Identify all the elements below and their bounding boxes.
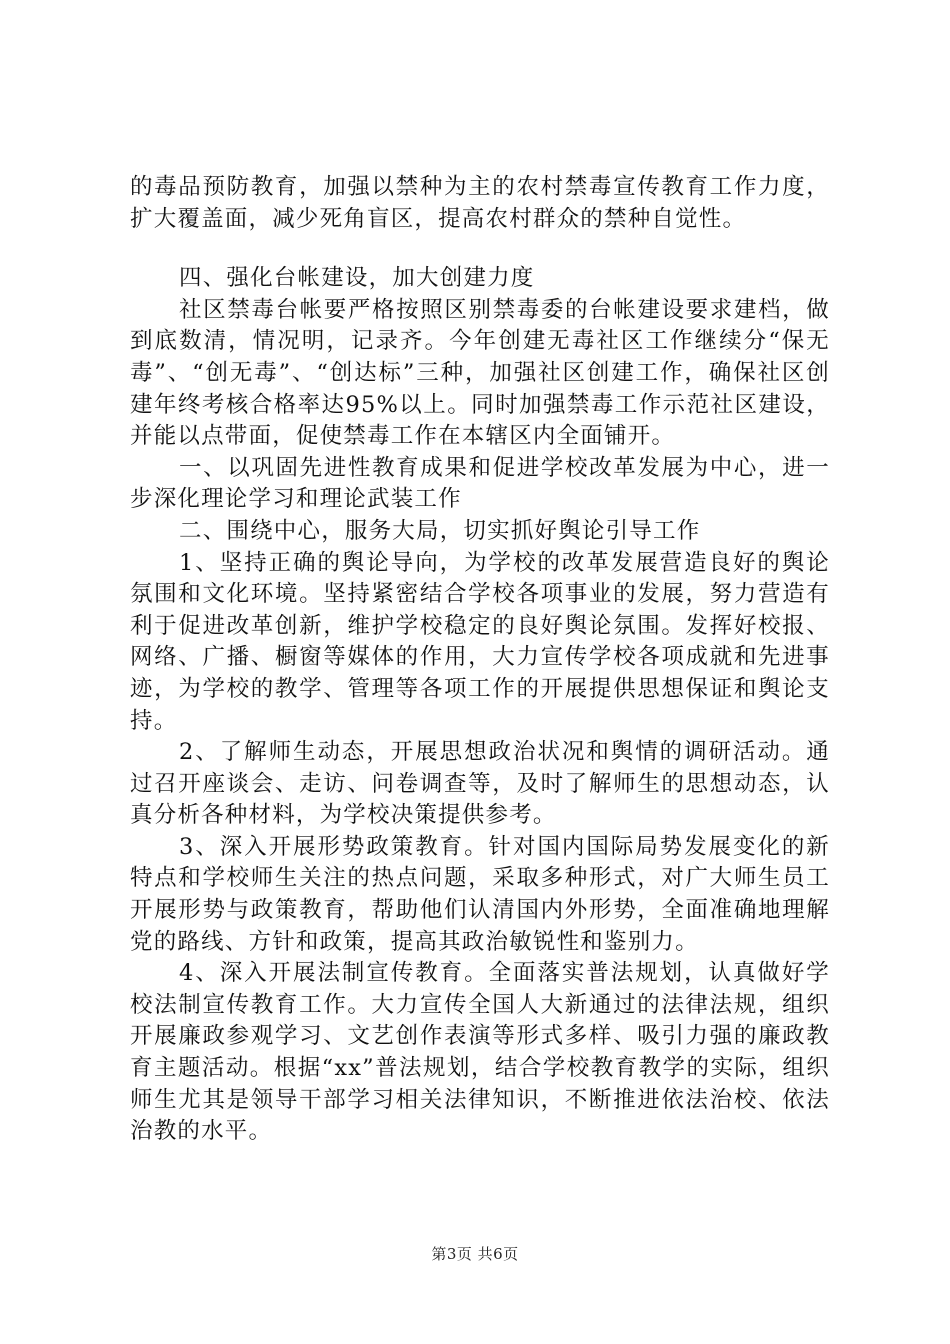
paragraph: 2、了解师生动态，开展思想政治状况和舆情的调研活动。通过召开座谈会、走访、问卷调查等，及时了解师生的思想动态，认真分析各种材料，为学校决策提供参考。 — [130, 739, 830, 829]
section-heading: 二、围绕中心，服务大局，切实抓好舆论引导工作 — [179, 517, 701, 544]
paragraph: 4、深入开展法制宣传教育。全面落实普法规划，认真做好学校法制宣传教育工作。大力宣传全国人大新通过的法律法规，组织开展廉政参观学习、文艺创作表演等形式多样、吸引力强的廉政教育主题活动。根据“xx”普法规划，结合学校教育教学的实际，组织师生尤其是领导干部学习相关法律知识，不断推进依法治校、依法治教的水平。 — [130, 960, 830, 1145]
paragraph: 社区禁毒台帐要严格按照区别禁毒委的台帐建设要求建档，做到底数清，情况明，记录齐。今年创建无毒社区工作继续分“保无毒”、“创无毒”、“创达标”三种，加强社区创建工作，确保社区创建年终考核合格率达95%以上。同时加强禁毒工作示范社区建设，并能以点带面，促使禁毒工作在本辖区内全面铺开。 — [130, 296, 830, 450]
paragraph-gap — [130, 235, 830, 263]
paragraph: 3、深入开展形势政策教育。针对国内国际局势发展变化的新特点和学校师生关注的热点问题，采取多种形式，对广大师生员工开展形势与政策教育，帮助他们认清国内外形势，全面准确地理解党的路线、方针和政策，提高其政治敏锐性和鉴别力。 — [130, 833, 830, 955]
document-body — [130, 172, 830, 1148]
section-heading: 四、强化台帐建设，加大创建力度 — [179, 265, 535, 292]
paragraph: 1、坚持正确的舆论导向，为学校的改革发展营造良好的舆论氛围和文化环境。坚持紧密结合学校各项事业的发展，努力营造有利于促进改革创新，维护学校稳定的良好舆论氛围。发挥好校报、网络、广播、橱窗等媒体的作用，大力宣传学校各项成就和先进事迹，为学校的教学、管理等各项工作的开展提供思想保证和舆论支持。 — [130, 549, 830, 734]
section-heading: 一、以巩固先进性教育成果和促进学校改革发展为中心，进一步深化理论学习和理论武装工作 — [130, 454, 830, 513]
page-number: 第3页 共6页 — [431, 1245, 519, 1263]
paragraph-continuation: 的毒品预防教育，加强以禁种为主的农村禁毒宣传教育工作力度，扩大覆盖面，减少死角盲区，提高农村群众的禁种自觉性。 — [130, 174, 830, 232]
